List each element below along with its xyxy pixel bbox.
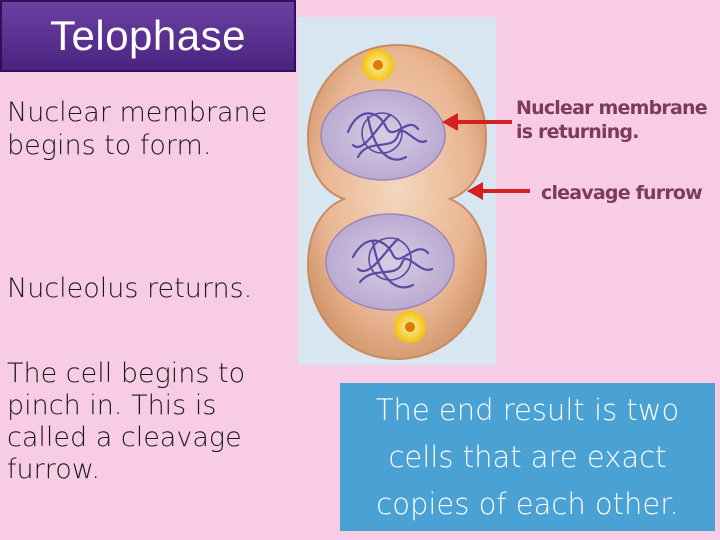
centrosome-bottom: [394, 311, 426, 343]
label-membrane-returning: Nuclear membrane is returning.: [516, 97, 707, 143]
label-cleavage-furrow: cleavage furrow: [541, 182, 702, 204]
chromatin-bottom: [353, 238, 432, 287]
nucleus-top: [321, 90, 445, 180]
membrane-text: Nuclear membrane begins to form.: [7, 97, 268, 161]
cell-illustration: [298, 17, 496, 365]
nucleus-bottom: [326, 214, 454, 310]
nucleolus-text: Nucleolus returns.: [7, 273, 253, 304]
chromatin-top: [348, 113, 426, 160]
telophase-diagram: [298, 17, 496, 365]
cleavage-text: The cell begins to pinch in. This is called a cleavage furrow.: [7, 358, 246, 485]
centrosome-top: [362, 49, 394, 81]
cell-body: [308, 45, 486, 359]
result-text: The end result is two cells that are exact copies of each other.: [375, 392, 680, 521]
title-banner: [0, 0, 296, 72]
result-box: [340, 383, 715, 531]
slide-title: Telophase: [50, 12, 246, 59]
